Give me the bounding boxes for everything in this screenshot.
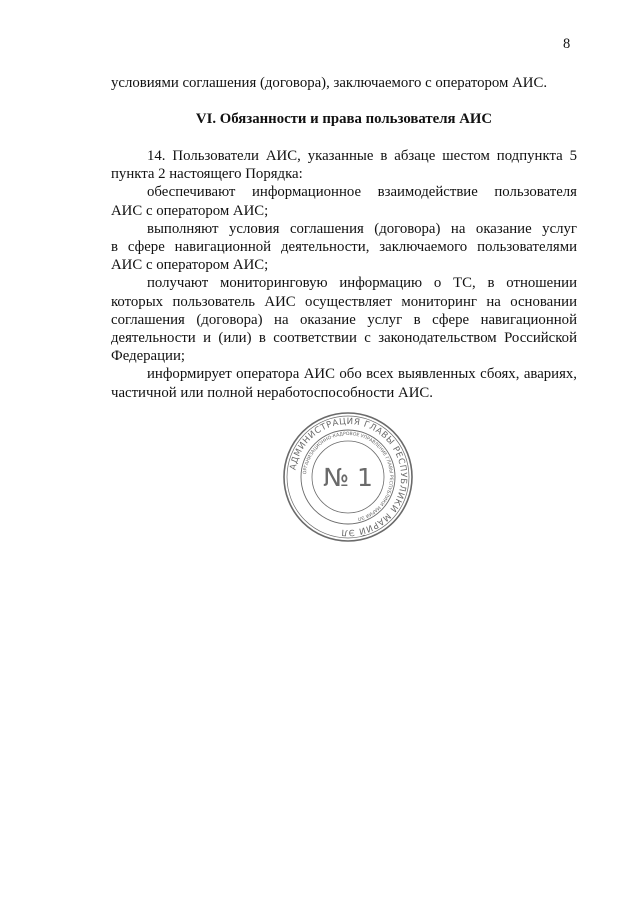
section-heading: VI. Обязанности и права пользователя АИС (195, 111, 493, 127)
text-line: информирует оператора АИС обо всех выявленных сбоях, авариях, (147, 366, 577, 383)
text-line: пункта 2 настоящего Порядка: (111, 166, 303, 183)
text-line: АИС с оператором АИС; (111, 202, 269, 219)
continuation-text (111, 74, 577, 92)
text-line: в сфере навигационной деятельности, заключаемого пользователями (111, 239, 577, 256)
paragraph-monitoring-info (111, 274, 577, 365)
text-line: обеспечивают информационное взаимодействие пользователя (147, 184, 577, 201)
seal-outer-text: АДМИНИСТРАЦИЯ ГЛАВЫ РЕСПУБЛИКИ МАРИЙ ЭЛ (288, 416, 409, 538)
text-line: деятельности и (или) в соответствии с законодательством Российской (111, 330, 577, 347)
text-line: выполняют условия соглашения (договора) на оказание услуг (147, 220, 577, 237)
continuation-line: условиями соглашения (договора), заключаемого с оператором АИС. (111, 75, 548, 91)
seal-number: № 1 (323, 463, 373, 492)
section-body (111, 147, 577, 402)
text-line: Федерации; (111, 348, 185, 365)
text-line: получают мониторинговую информацию о ТС, в отношении (147, 275, 577, 292)
page-number: 8 (563, 36, 571, 52)
paragraph-14-intro (111, 147, 577, 183)
paragraph-interaction (111, 183, 577, 219)
text-line: частичной или полной неработоспособности АИС. (111, 384, 433, 401)
paragraph-failure-report (111, 365, 577, 401)
text-line: АИС с оператором АИС; (111, 257, 269, 274)
official-seal (281, 410, 415, 544)
paragraph-agreement-terms (111, 220, 577, 275)
text-line: соглашения (договора) на оказание услуг в сфере навигационной (111, 311, 577, 328)
text-line: 14. Пользователи АИС, указанные в абзаце шестом подпункта 5 (147, 148, 577, 164)
text-line: которых пользователь АИС осуществляет мониторинг на основании (111, 293, 577, 310)
seal-inner-text: ОРГАНИЗАЦИОННО-КАДРОВОЕ УПРАВЛЕНИЕ ГЛАВЫ РЕСПУБЛИКИ МАРИЙ ЭЛ (303, 431, 394, 521)
